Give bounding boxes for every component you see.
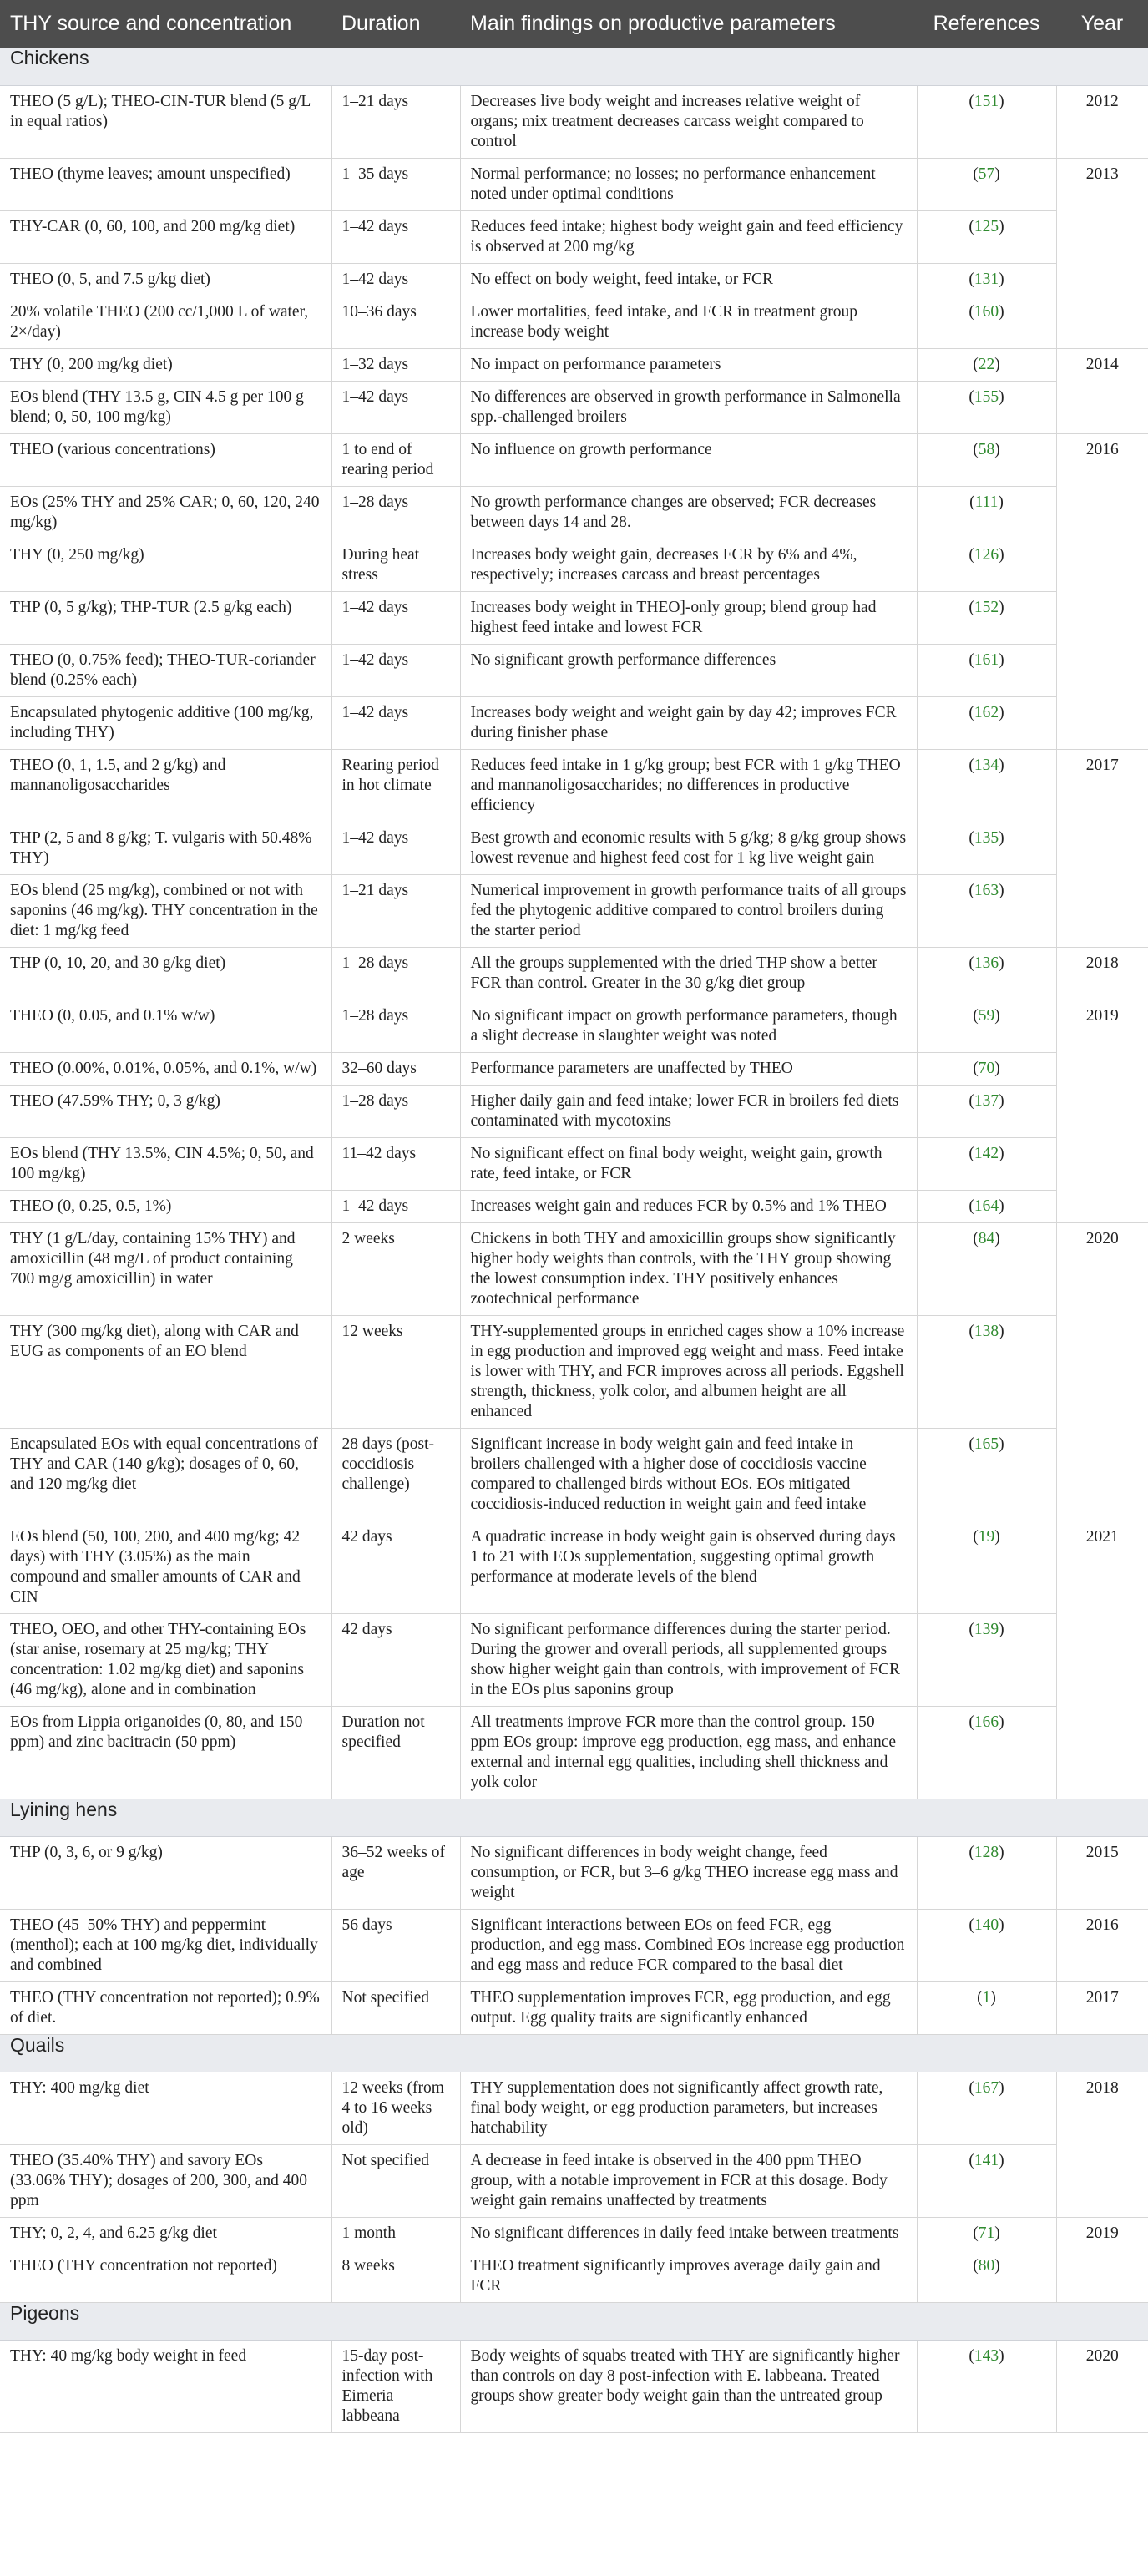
header-row — [0, 0, 1148, 48]
duration-cell: Rearing period in hot climate — [331, 749, 460, 822]
reference-link[interactable]: 161 — [974, 650, 999, 669]
table-row — [0, 1222, 1148, 1315]
findings-cell: No differences are observed in growth performance in Salmonella spp.-challenged broilers — [460, 381, 917, 433]
year-cell: 2016 — [1056, 433, 1148, 749]
findings-cell: THY-supplemented groups in enriched cages show a 10% increase in egg production and improved egg weight and mass. Feed intake is lower with THY, and FCR improves across all periods. Eggshell strength, thickness, yolk color, and albumen height are all enhanced — [460, 1315, 917, 1428]
table-row — [0, 1981, 1148, 2034]
duration-cell: 1–28 days — [331, 947, 460, 1000]
source-cell: Encapsulated phytogenic additive (100 mg/kg, including THY) — [0, 696, 331, 749]
duration-cell: 42 days — [331, 1613, 460, 1706]
source-cell: THEO (0, 0.25, 0.5, 1%) — [0, 1190, 331, 1222]
source-cell: THEO (45–50% THY) and peppermint (menthol); each at 100 mg/kg diet, individually and combined — [0, 1909, 331, 1981]
reference-link[interactable]: 59 — [978, 1006, 995, 1025]
reference-cell: (111) — [917, 486, 1056, 539]
table-row — [0, 486, 1148, 539]
table-row — [0, 2072, 1148, 2144]
findings-cell: Increases weight gain and reduces FCR by 0.5% and 1% THEO — [460, 1190, 917, 1222]
source-cell: THEO (35.40% THY) and savory EOs (33.06% THY); dosages of 200, 300, and 400 ppm — [0, 2144, 331, 2217]
year-cell: 2013 — [1056, 158, 1148, 348]
findings-cell: Increases body weight in THEO]-only group; blend group had highest feed intake and lowest FCR — [460, 591, 917, 644]
reference-link[interactable]: 71 — [978, 2224, 995, 2242]
reference-cell: (143) — [917, 2340, 1056, 2432]
duration-cell: 32–60 days — [331, 1052, 460, 1085]
reference-link[interactable]: 22 — [978, 355, 995, 373]
reference-cell: (59) — [917, 1000, 1056, 1052]
findings-cell: Body weights of squabs treated with THY are significantly higher than controls on day 8 post-infection with E. labbeana. Treated groups show greater body weight gain than the untreated group — [460, 2340, 917, 2432]
reference-link[interactable]: 128 — [974, 1843, 999, 1861]
source-cell: THEO (thyme leaves; amount unspecified) — [0, 158, 331, 210]
findings-cell: Reduces feed intake; highest body weight gain and feed efficiency is observed at 200 mg/kg — [460, 210, 917, 263]
findings-cell: No impact on performance parameters — [460, 348, 917, 381]
duration-cell: 1–42 days — [331, 1190, 460, 1222]
table-row — [0, 749, 1148, 822]
duration-cell: 1–42 days — [331, 696, 460, 749]
table-row — [0, 1836, 1148, 1909]
reference-cell: (164) — [917, 1190, 1056, 1222]
duration-cell: Not specified — [331, 2144, 460, 2217]
reference-link[interactable]: 58 — [978, 440, 995, 458]
source-cell: THP (0, 3, 6, or 9 g/kg) — [0, 1836, 331, 1909]
findings-cell: Performance parameters are unaffected by THEO — [460, 1052, 917, 1085]
group-label: Lyining hens — [0, 1799, 1148, 1836]
duration-cell: 1–28 days — [331, 1085, 460, 1137]
source-cell: THY; 0, 2, 4, and 6.25 g/kg diet — [0, 2217, 331, 2250]
findings-cell: Higher daily gain and feed intake; lower FCR in broilers fed diets contaminated with mycotoxins — [460, 1085, 917, 1137]
reference-link[interactable]: 160 — [974, 302, 999, 321]
reference-link[interactable]: 164 — [974, 1197, 999, 1215]
table-row — [0, 1315, 1148, 1428]
group-label: Pigeons — [0, 2302, 1148, 2340]
reference-link[interactable]: 163 — [974, 881, 999, 899]
reference-link[interactable]: 135 — [974, 828, 999, 847]
table-row — [0, 158, 1148, 210]
findings-cell: THEO supplementation improves FCR, egg production, and egg output. Egg quality traits are significantly enhanced — [460, 1981, 917, 2034]
reference-link[interactable]: 19 — [978, 1527, 995, 1546]
reference-link[interactable]: 152 — [974, 598, 999, 616]
table-row — [0, 1613, 1148, 1706]
reference-cell: (163) — [917, 874, 1056, 947]
table-row — [0, 696, 1148, 749]
reference-cell: (1) — [917, 1981, 1056, 2034]
reference-cell: (166) — [917, 1706, 1056, 1799]
reference-link[interactable]: 137 — [974, 1091, 999, 1110]
findings-cell: No effect on body weight, feed intake, or FCR — [460, 263, 917, 296]
reference-link[interactable]: 162 — [974, 703, 999, 721]
year-cell: 2018 — [1056, 2072, 1148, 2217]
reference-link[interactable]: 125 — [974, 217, 999, 235]
year-cell: 2021 — [1056, 1521, 1148, 1799]
table-row — [0, 644, 1148, 696]
reference-cell: (70) — [917, 1052, 1056, 1085]
findings-cell: All the groups supplemented with the dried THP show a better FCR than control. Greater in the 30 g/kg diet group — [460, 947, 917, 1000]
reference-link[interactable]: 70 — [978, 1059, 995, 1077]
findings-cell: All treatments improve FCR more than the control group. 150 ppm EOs group: improve egg production, egg mass, and enhance external and internal egg qualities, including shell thickness and yolk color — [460, 1706, 917, 1799]
reference-link[interactable]: 166 — [974, 1713, 999, 1731]
year-cell: 2020 — [1056, 1222, 1148, 1521]
findings-cell: Chickens in both THY and amoxicillin groups show significantly higher body weights than controls, with the THY group showing the lowest consumption index. THY positively enhances zootechnical performance — [460, 1222, 917, 1315]
duration-cell: 1–42 days — [331, 263, 460, 296]
source-cell: THP (2, 5 and 8 g/kg; T. vulgaris with 50.48% THY) — [0, 822, 331, 874]
duration-cell: 1–42 days — [331, 822, 460, 874]
findings-cell: Significant interactions between EOs on feed FCR, egg production, and egg mass. Combined EOs increase egg production and egg mass and reduce FCR compared to the basal diet — [460, 1909, 917, 1981]
header-references: References — [917, 0, 1056, 48]
table-row — [0, 296, 1148, 348]
duration-cell: 1–21 days — [331, 874, 460, 947]
table-row — [0, 1052, 1148, 1085]
findings-cell: A quadratic increase in body weight gain is observed during days 1 to 21 with EOs supplementation, suggesting optimal growth performance at moderate levels of the blend — [460, 1521, 917, 1613]
reference-cell: (134) — [917, 749, 1056, 822]
table-row — [0, 348, 1148, 381]
year-cell: 2014 — [1056, 348, 1148, 433]
table-row — [0, 1137, 1148, 1190]
table-row — [0, 2250, 1148, 2302]
reference-cell: (71) — [917, 2217, 1056, 2250]
year-cell: 2018 — [1056, 947, 1148, 1000]
duration-cell: 15-day post-infection with Eimeria labbeana — [331, 2340, 460, 2432]
duration-cell: 1–42 days — [331, 644, 460, 696]
reference-cell: (84) — [917, 1222, 1056, 1315]
reference-cell: (57) — [917, 158, 1056, 210]
group-label: Chickens — [0, 48, 1148, 85]
table-row — [0, 85, 1148, 158]
reference-cell: (126) — [917, 539, 1056, 591]
reference-cell: (135) — [917, 822, 1056, 874]
reference-cell: (136) — [917, 947, 1056, 1000]
reference-link[interactable]: 1 — [982, 1988, 991, 2007]
findings-cell: A decrease in feed intake is observed in the 400 ppm THEO group, with a notable improvement in FCR at this dosage. Body weight gain remains unaffected by treatments — [460, 2144, 917, 2217]
group-row — [0, 48, 1148, 85]
reference-cell: (142) — [917, 1137, 1056, 1190]
findings-cell: No influence on growth performance — [460, 433, 917, 486]
source-cell: EOs blend (THY 13.5%, CIN 4.5%; 0, 50, and 100 mg/kg) — [0, 1137, 331, 1190]
header-findings: Main findings on productive parameters — [460, 0, 917, 48]
source-cell: EOs blend (THY 13.5 g, CIN 4.5 g per 100 g blend; 0, 50, 100 mg/kg) — [0, 381, 331, 433]
duration-cell: 1–32 days — [331, 348, 460, 381]
duration-cell: 1–21 days — [331, 85, 460, 158]
findings-cell: No growth performance changes are observed; FCR decreases between days 14 and 28. — [460, 486, 917, 539]
reference-cell: (167) — [917, 2072, 1056, 2144]
table-row — [0, 1085, 1148, 1137]
source-cell: THEO (0, 1, 1.5, and 2 g/kg) and mannanoligosaccharides — [0, 749, 331, 822]
findings-cell: Increases body weight and weight gain by day 42; improves FCR during finisher phase — [460, 696, 917, 749]
table-row — [0, 2217, 1148, 2250]
reference-link[interactable]: 136 — [974, 954, 999, 972]
source-cell: THY (300 mg/kg diet), along with CAR and EUG as components of an EO blend — [0, 1315, 331, 1428]
source-cell: THY (0, 250 mg/kg) — [0, 539, 331, 591]
source-cell: EOs blend (25 mg/kg), combined or not with saponins (46 mg/kg). THY concentration in the diet: 1 mg/kg feed — [0, 874, 331, 947]
year-cell: 2012 — [1056, 85, 1148, 158]
table-row — [0, 947, 1148, 1000]
header-duration: Duration — [331, 0, 460, 48]
year-cell: 2016 — [1056, 1909, 1148, 1981]
duration-cell: 1–42 days — [331, 210, 460, 263]
duration-cell: 1 to end of rearing period — [331, 433, 460, 486]
reference-cell: (80) — [917, 2250, 1056, 2302]
source-cell: EOs (25% THY and 25% CAR; 0, 60, 120, 240 mg/kg) — [0, 486, 331, 539]
table-row — [0, 539, 1148, 591]
duration-cell: 1–28 days — [331, 486, 460, 539]
reference-link[interactable]: 139 — [974, 1620, 999, 1638]
group-row — [0, 2034, 1148, 2072]
duration-cell: Duration not specified — [331, 1706, 460, 1799]
source-cell: THEO (0, 0.75% feed); THEO-TUR-coriander blend (0.25% each) — [0, 644, 331, 696]
table-row — [0, 2144, 1148, 2217]
year-cell: 2020 — [1056, 2340, 1148, 2432]
duration-cell: 1–42 days — [331, 381, 460, 433]
year-cell: 2019 — [1056, 2217, 1148, 2302]
duration-cell: 11–42 days — [331, 1137, 460, 1190]
reference-link[interactable]: 80 — [978, 2256, 995, 2275]
table-body — [0, 48, 1148, 2432]
findings-cell: No significant differences in body weight change, feed consumption, or FCR, but 3–6 g/kg THEO increase egg mass and weight — [460, 1836, 917, 1909]
findings-cell: Reduces feed intake in 1 g/kg group; best FCR with 1 g/kg THEO and mannanoligosaccharides; no differences in productive efficiency — [460, 749, 917, 822]
table-row — [0, 2340, 1148, 2432]
findings-cell: Significant increase in body weight gain and feed intake in broilers challenged with a higher dose of coccidiosis vaccine compared to challenged birds without EOs. EOs mitigated coccidiosis-induced reduction in weight gain and feed intake — [460, 1428, 917, 1521]
duration-cell: 36–52 weeks of age — [331, 1836, 460, 1909]
reference-cell: (152) — [917, 591, 1056, 644]
findings-cell: No significant impact on growth performance parameters, though a slight decrease in slaughter weight was noted — [460, 1000, 917, 1052]
reference-link[interactable]: 138 — [974, 1322, 999, 1340]
table-row — [0, 433, 1148, 486]
duration-cell: 1–42 days — [331, 591, 460, 644]
duration-cell: During heat stress — [331, 539, 460, 591]
source-cell: THEO (47.59% THY; 0, 3 g/kg) — [0, 1085, 331, 1137]
source-cell: THEO (0, 5, and 7.5 g/kg diet) — [0, 263, 331, 296]
reference-link[interactable]: 155 — [974, 387, 999, 406]
reference-cell: (151) — [917, 85, 1056, 158]
header-year: Year — [1056, 0, 1148, 48]
source-cell: THY (1 g/L/day, containing 15% THY) and amoxicillin (48 mg/L of product containing 700 mg/g amoxicillin) in water — [0, 1222, 331, 1315]
year-cell: 2015 — [1056, 1836, 1148, 1909]
duration-cell: 12 weeks — [331, 1315, 460, 1428]
source-cell: THY (0, 200 mg/kg diet) — [0, 348, 331, 381]
reference-link[interactable]: 167 — [974, 2078, 999, 2097]
duration-cell: 8 weeks — [331, 2250, 460, 2302]
table-row — [0, 263, 1148, 296]
table-row — [0, 381, 1148, 433]
duration-cell: Not specified — [331, 1981, 460, 2034]
source-cell: THEO (0.00%, 0.01%, 0.05%, and 0.1%, w/w) — [0, 1052, 331, 1085]
source-cell: THY: 40 mg/kg body weight in feed — [0, 2340, 331, 2432]
table-row — [0, 210, 1148, 263]
duration-cell: 2 weeks — [331, 1222, 460, 1315]
findings-cell: Decreases live body weight and increases relative weight of organs; mix treatment decreases carcass weight compared to control — [460, 85, 917, 158]
reference-cell: (128) — [917, 1836, 1056, 1909]
findings-cell: Increases body weight gain, decreases FCR by 6% and 4%, respectively; increases carcass and breast percentages — [460, 539, 917, 591]
source-cell: THEO (various concentrations) — [0, 433, 331, 486]
group-row — [0, 2302, 1148, 2340]
source-cell: THP (0, 10, 20, and 30 g/kg diet) — [0, 947, 331, 1000]
reference-cell: (131) — [917, 263, 1056, 296]
reference-cell: (162) — [917, 696, 1056, 749]
reference-link[interactable]: 140 — [974, 1916, 999, 1934]
table-row — [0, 591, 1148, 644]
reference-cell: (139) — [917, 1613, 1056, 1706]
duration-cell: 10–36 days — [331, 296, 460, 348]
year-cell: 2017 — [1056, 749, 1148, 947]
source-cell: THY-CAR (0, 60, 100, and 200 mg/kg diet) — [0, 210, 331, 263]
reference-link[interactable]: 143 — [974, 2346, 999, 2365]
group-label: Quails — [0, 2034, 1148, 2072]
duration-cell: 12 weeks (from 4 to 16 weeks old) — [331, 2072, 460, 2144]
table-row — [0, 874, 1148, 947]
findings-cell: No significant differences in daily feed intake between treatments — [460, 2217, 917, 2250]
year-cell: 2019 — [1056, 1000, 1148, 1222]
group-row — [0, 1799, 1148, 1836]
reference-cell: (140) — [917, 1909, 1056, 1981]
duration-cell: 1 month — [331, 2217, 460, 2250]
findings-cell: THEO treatment significantly improves average daily gain and FCR — [460, 2250, 917, 2302]
reference-cell: (137) — [917, 1085, 1056, 1137]
table-row — [0, 1706, 1148, 1799]
reference-cell: (161) — [917, 644, 1056, 696]
source-cell: THP (0, 5 g/kg); THP-TUR (2.5 g/kg each) — [0, 591, 331, 644]
source-cell: EOs blend (50, 100, 200, and 400 mg/kg; 42 days) with THY (3.05%) as the main compound and smaller amounts of CAR and CIN — [0, 1521, 331, 1613]
reference-cell: (22) — [917, 348, 1056, 381]
findings-cell: No significant growth performance differences — [460, 644, 917, 696]
reference-link[interactable]: 134 — [974, 756, 999, 774]
table-row — [0, 1909, 1148, 1981]
findings-cell: Lower mortalities, feed intake, and FCR in treatment group increase body weight — [460, 296, 917, 348]
duration-cell: 1–28 days — [331, 1000, 460, 1052]
findings-cell: No significant effect on final body weight, weight gain, growth rate, feed intake, or FCR — [460, 1137, 917, 1190]
reference-link[interactable]: 141 — [974, 2151, 999, 2169]
reference-cell: (138) — [917, 1315, 1056, 1428]
header-source: THY source and concentration — [0, 0, 331, 48]
table-row — [0, 1000, 1148, 1052]
table-row — [0, 1428, 1148, 1521]
findings-cell: Numerical improvement in growth performance traits of all groups fed the phytogenic additive compared to control broilers during the starter period — [460, 874, 917, 947]
source-cell: 20% volatile THEO (200 cc/1,000 L of water, 2×/day) — [0, 296, 331, 348]
reference-link[interactable]: 131 — [974, 270, 999, 288]
reference-link[interactable]: 57 — [978, 164, 995, 183]
table-row — [0, 1190, 1148, 1222]
source-cell: THEO (0, 0.05, and 0.1% w/w) — [0, 1000, 331, 1052]
reference-cell: (58) — [917, 433, 1056, 486]
duration-cell: 56 days — [331, 1909, 460, 1981]
reference-cell: (141) — [917, 2144, 1056, 2217]
source-cell: THY: 400 mg/kg diet — [0, 2072, 331, 2144]
reference-link[interactable]: 165 — [974, 1435, 999, 1453]
reference-link[interactable]: 151 — [974, 92, 999, 110]
findings-cell: THY supplementation does not significantly affect growth rate, final body weight, or egg production parameters, but increases hatchability — [460, 2072, 917, 2144]
reference-cell: (160) — [917, 296, 1056, 348]
reference-link[interactable]: 111 — [974, 493, 999, 511]
duration-cell: 28 days (post-coccidiosis challenge) — [331, 1428, 460, 1521]
source-cell: THEO (5 g/L); THEO-CIN-TUR blend (5 g/L in equal ratios) — [0, 85, 331, 158]
duration-cell: 1–35 days — [331, 158, 460, 210]
table-row — [0, 822, 1148, 874]
year-cell: 2017 — [1056, 1981, 1148, 2034]
reference-cell: (19) — [917, 1521, 1056, 1613]
duration-cell: 42 days — [331, 1521, 460, 1613]
reference-link[interactable]: 126 — [974, 545, 999, 564]
reference-cell: (165) — [917, 1428, 1056, 1521]
reference-cell: (155) — [917, 381, 1056, 433]
source-cell: EOs from Lippia origanoides (0, 80, and 150 ppm) and zinc bacitracin (50 ppm) — [0, 1706, 331, 1799]
reference-link[interactable]: 142 — [974, 1144, 999, 1162]
source-cell: THEO (THY concentration not reported); 0.9% of diet. — [0, 1981, 331, 2034]
source-cell: THEO (THY concentration not reported) — [0, 2250, 331, 2302]
table-row — [0, 1521, 1148, 1613]
reference-link[interactable]: 84 — [978, 1229, 995, 1248]
reference-cell: (125) — [917, 210, 1056, 263]
findings-cell: Best growth and economic results with 5 g/kg; 8 g/kg group shows lowest revenue and highest feed cost for 1 kg live weight gain — [460, 822, 917, 874]
source-cell: THEO, OEO, and other THY-containing EOs (star anise, rosemary at 25 mg/kg; THY concentration: 1.02 mg/kg diet) and saponins (46 mg/kg), alone and in combination — [0, 1613, 331, 1706]
findings-cell: No significant performance differences during the starter period. During the grower and overall periods, all supplemented groups show higher weight gain than controls, with improvement of FCR in the EOs plus saponins group — [460, 1613, 917, 1706]
source-cell: Encapsulated EOs with equal concentrations of THY and CAR (140 g/kg); dosages of 0, 60, and 120 mg/kg diet — [0, 1428, 331, 1521]
findings-cell: Normal performance; no losses; no performance enhancement noted under optimal conditions — [460, 158, 917, 210]
